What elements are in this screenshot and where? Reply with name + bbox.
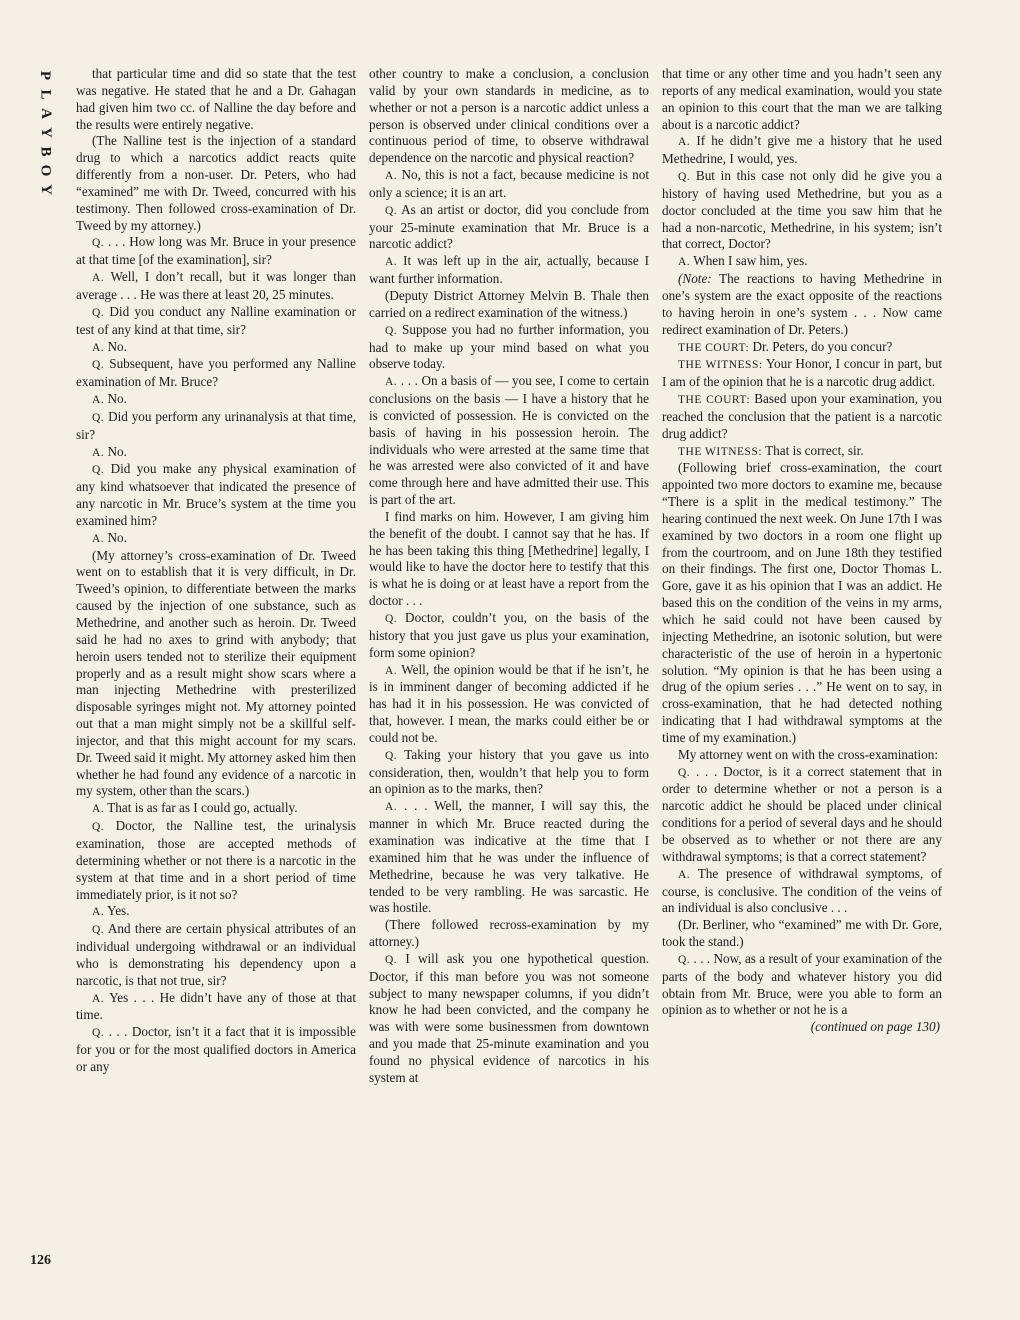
paragraph-text: I will ask you one hypothetical question. Doctor, if this man before you was not someone subject to many newspaper columns, if you didn’t know he had been convicted, and the company he was with were some businessmen from downtown and you made that 25-minute examination and you found no physical evidence of narcotics in his system at bbox=[369, 950, 650, 1085]
qa-paragraph bbox=[662, 866, 942, 918]
qa-paragraph bbox=[76, 339, 356, 357]
speaker-label: Q. bbox=[92, 821, 105, 834]
body-paragraph bbox=[76, 66, 356, 133]
speaker-label: Q. bbox=[385, 953, 398, 966]
paragraph-text: Yes. bbox=[107, 903, 130, 919]
speaker-label: A. bbox=[92, 992, 105, 1005]
qa-paragraph bbox=[76, 818, 356, 903]
paragraph-text: . . . Well, the manner, I will say this, the manner in which Mr. Bruce reacted during the examination was indicative at the time that I examined him that he was under the influence of Methedrine, because he was very talkative. He tended to be very rambling. He was sarcastic. He was hostile. bbox=[369, 798, 650, 916]
paragraph-text: Well, the opinion would be that if he isn’t, he is in imminent danger of becoming addicted if he has had it in his possession. He was convicted of that, however. I mean, the marks could either be or could not be. bbox=[369, 661, 649, 745]
paragraph-text: That is as far as I could go, actually. bbox=[107, 800, 298, 816]
qa-paragraph bbox=[369, 951, 649, 1087]
speaker-label: Q. bbox=[385, 749, 398, 762]
body-paragraph bbox=[369, 509, 649, 610]
continuation-note: (continued on page 130) bbox=[810, 1019, 940, 1035]
logo-letter: P bbox=[37, 70, 54, 81]
page-number: 126 bbox=[30, 1253, 51, 1268]
paragraph-text: . . . Doctor, isn’t it a fact that it is impossible for you or for the most qualified doctors in America or any bbox=[76, 1024, 356, 1074]
paragraph-text: Subsequent, have you performed any Nalline examination of Mr. Bruce? bbox=[76, 356, 356, 390]
paragraph-text: Suppose you had no further information, you had to make up your mind based on what you observe today. bbox=[369, 321, 649, 372]
paragraph-text: (There followed recross-examination by my attorney.) bbox=[369, 917, 649, 950]
speaker-label: A. bbox=[678, 256, 691, 269]
logo-letter: O bbox=[37, 164, 54, 177]
paragraph-text: that particular time and did so state that the test was negative. He stated that he and a Dr. Gahagan had given him two cc. of Nalline the day before and the results were entirely negative. bbox=[76, 66, 356, 132]
speaker-label: Q. bbox=[92, 411, 105, 424]
paragraph-text: . . . On a basis of — you see, I come to certain conclusions on the basis — I have a history that he is convicted of possession. He is convicted on the basis of having in his possession heroin. The individuals who were arrested at the same time that he was arrested were also convicted of it and have come through here and have admitted their use. This is part of the art. bbox=[369, 373, 650, 508]
qa-paragraph bbox=[76, 530, 356, 548]
paragraph-text: Dr. Peters, do you concur? bbox=[752, 338, 893, 354]
qa-paragraph bbox=[76, 903, 356, 921]
speaker-label: A. bbox=[385, 376, 398, 389]
paragraph-text: Doctor, the Nalline test, the urinalysis examination, those are accepted methods of determining whether or not there is a narcotic in the system at that time and in a short period of time immediately prior, is it not so? bbox=[76, 818, 356, 902]
speaker-label: A. bbox=[385, 170, 398, 183]
speaker-label: A. bbox=[678, 136, 691, 149]
paragraph-text: that time or any other time and you hadn’t seen any reports of any medical examination, would you state an opinion to this court that the man we are talking about is a narcotic addict? bbox=[662, 66, 942, 132]
speaker-label: Q. bbox=[92, 237, 105, 250]
logo-letter: Y bbox=[37, 184, 54, 195]
body-paragraph bbox=[369, 917, 649, 951]
paragraph-text: But in this case not only did he give you a history of having used Methedrine, but you as a doctor concluded at the time you saw him that he had a non-narcotic, Methedrine, in his system; isn’t that correct, Doctor? bbox=[662, 168, 942, 252]
speaker-label: A. bbox=[92, 272, 105, 285]
speaker-label: Q. bbox=[92, 306, 105, 319]
logo-letter: B bbox=[37, 146, 54, 157]
speaker-label: THE WITNESS: bbox=[678, 445, 763, 458]
speaker-label: Q. bbox=[92, 1027, 105, 1040]
paragraph-text: Based upon your examination, you reached the conclusion that the patient is a narcotic drug addict? bbox=[662, 391, 942, 441]
paragraph-text: No. bbox=[107, 443, 127, 459]
paragraph-text: That is correct, sir. bbox=[765, 442, 864, 458]
qa-paragraph bbox=[662, 951, 942, 1019]
paragraph-text: It was left up in the air, actually, because I want further information. bbox=[369, 253, 649, 287]
speaker-label: THE WITNESS: bbox=[678, 359, 763, 372]
paragraph-text: When I saw him, yes. bbox=[693, 253, 808, 269]
body-paragraph bbox=[662, 917, 942, 951]
qa-paragraph bbox=[662, 133, 942, 168]
paragraph-text: The reactions to having Methedrine in one’s system are the exact opposite of the reactions to having heroin in one’s system . . . Now came redirect examination of Dr. Peters.) bbox=[662, 271, 943, 337]
speaker-label: A. bbox=[92, 446, 105, 459]
speaker-label: THE COURT: bbox=[678, 341, 750, 354]
body-paragraph bbox=[662, 747, 942, 764]
paragraph-text: Your Honor, I concur in part, but I am of the opinion that he is a narcotic drug addict. bbox=[662, 356, 943, 390]
text-column-1 bbox=[76, 66, 356, 1076]
speaker-label: Q. bbox=[678, 171, 691, 184]
speaker-label: Q. bbox=[678, 766, 691, 779]
qa-paragraph bbox=[662, 339, 942, 357]
logo-letter: Y bbox=[37, 127, 54, 138]
paragraph-text: (Dr. Berliner, who “examined” me with Dr. Gore, took the stand.) bbox=[662, 917, 942, 950]
speaker-label: Q. bbox=[92, 359, 105, 372]
qa-paragraph bbox=[369, 610, 649, 662]
paragraph-text: (Following brief cross-examination, the court appointed two more doctors to examine me, because “There is a split in the medical testimony.” The hearing continued the next week. On June 17th I was examined by two doctors in a room one flight up from the courtroom, and on June 18th they testified on their findings. The first one, Doctor Thomas L. Gore, gave it as his opinion that I was an addict. He based this on the condition of the veins in my arms, which he said could not have been caused by injecting Methedrine, an isotonic solution, but were characteristic of the use of heroin in a hypertonic solution. “My opinion is that he has been using a drug of the opium series . . .” He went on to say, in cross-examination, that he had detected nothing indicating that I had withdrawal symptoms at the time of my examination.) bbox=[662, 460, 942, 745]
speaker-label: THE COURT: bbox=[678, 394, 751, 407]
body-paragraph bbox=[662, 271, 942, 338]
paragraph-text: Yes . . . He didn’t have any of those at that time. bbox=[76, 989, 356, 1023]
qa-paragraph bbox=[76, 990, 356, 1025]
qa-paragraph bbox=[662, 253, 942, 271]
paragraph-text: No, this is not a fact, because medicine is not only a science; it is an art. bbox=[369, 167, 649, 200]
paragraph-text: Doctor, couldn’t you, on the basis of the history that you just gave us plus your examination, form some opinion? bbox=[369, 610, 649, 660]
paragraph-text: Did you make any physical examination of any kind whatsoever that indicated the presence of any narcotic in Mr. Bruce’s system at the time you examined him? bbox=[76, 461, 357, 528]
text-column-2 bbox=[369, 66, 649, 1087]
paragraph-text: other country to make a conclusion, a conclusion valid by your own standards in medicine, as to whether or not a person is a narcotic addict unless a person is observed under clinical conditions over a continuous period of time, to observe withdrawal dependence on the narcotic and physical reaction? bbox=[369, 66, 649, 166]
speaker-label: A. bbox=[385, 801, 398, 814]
qa-paragraph bbox=[76, 269, 356, 304]
qa-paragraph bbox=[369, 798, 649, 917]
paragraph-text: . . . Now, as a result of your examination of the parts of the body and whatever history you did obtain from Mr. Bruce, were you able to form an opinion as to whether or not he is a bbox=[662, 950, 943, 1018]
body-paragraph bbox=[369, 288, 649, 322]
paragraph-text: Did you perform any urinanalysis at that time, sir? bbox=[76, 408, 356, 442]
speaker-label: A. bbox=[92, 906, 105, 919]
paragraph-text: If he didn’t give me a history that he used Methedrine, I would, yes. bbox=[662, 133, 942, 167]
qa-paragraph bbox=[369, 747, 649, 799]
body-paragraph bbox=[76, 548, 356, 801]
speaker-label: A. bbox=[678, 868, 691, 881]
qa-paragraph bbox=[369, 253, 649, 288]
playboy-logo bbox=[34, 66, 56, 199]
paragraph-text: (My attorney’s cross-examination of Dr. Tweed went on to establish that it is very difficult, in Dr. Tweed’s opinion, to differentiate between the marks caused by the injection of one substance, such as Methedrine, and another such as heroin. Dr. Tweed said he had no axes to grind with anybody; that heroin users tended not to sterilize their equipment properly and as a result might show scars where a man injecting Methedrine with presterilized disposable syringes might not. My attorney pointed out that a man might simply not be a skillful self-injector, and that this might account for my scars. Dr. Tweed said it might. My attorney asked him then whether he had found any evidence of a narcotic in my system, other than the scars.) bbox=[76, 547, 356, 799]
paragraph-text: No. bbox=[107, 529, 127, 545]
qa-paragraph bbox=[76, 461, 356, 529]
speaker-label: Q. bbox=[385, 204, 398, 217]
qa-paragraph bbox=[662, 356, 942, 391]
speaker-label: A. bbox=[92, 341, 105, 354]
speaker-label: (Note: bbox=[678, 271, 712, 287]
text-column-3 bbox=[662, 66, 942, 1036]
paragraph-text: No. bbox=[107, 391, 127, 407]
paragraph-text: (Deputy District Attorney Melvin B. Thale then carried on a redirect examination of the witness.) bbox=[369, 287, 649, 320]
logo-letter: A bbox=[37, 108, 54, 119]
body-paragraph bbox=[662, 460, 942, 746]
qa-paragraph bbox=[76, 356, 356, 391]
speaker-label: Q. bbox=[385, 613, 398, 625]
qa-paragraph bbox=[369, 167, 649, 202]
qa-paragraph bbox=[662, 764, 942, 866]
qa-paragraph bbox=[662, 443, 942, 461]
qa-paragraph bbox=[76, 921, 356, 989]
speaker-label: Q. bbox=[92, 464, 105, 477]
qa-paragraph bbox=[76, 234, 356, 269]
qa-paragraph bbox=[76, 391, 356, 409]
qa-paragraph bbox=[369, 202, 649, 254]
paragraph-text: And there are certain physical attributes of an individual undergoing withdrawal or an individual who is demonstrating his dependency upon a narcotic, is that not true, sir? bbox=[76, 921, 356, 988]
qa-paragraph bbox=[76, 304, 356, 339]
paragraph-text: (The Nalline test is the injection of a standard drug to which a narcotics addict reacts quite differently from a non-user. Dr. Peters, who had “examined” me with Dr. Tweed, concurred with his testimony. Then followed cross-examination of Dr. Tweed by my attorney.) bbox=[76, 133, 356, 233]
paragraph-text: As an artist or doctor, did you conclude from your 25-minute examination that Mr. Bruce is a narcotic addict? bbox=[369, 201, 650, 252]
qa-paragraph bbox=[369, 322, 649, 374]
body-paragraph bbox=[76, 133, 356, 234]
paragraph-text: Did you conduct any Nalline examination or test of any kind at that time, sir? bbox=[76, 303, 356, 337]
paragraph-text: . . . Doctor, is it a correct statement that in order to determine whether or not a person is a narcotic addict he should be placed under clinical conditions for a period of several days and he should be observed as to whether or not there are any withdrawal symptoms; is that a correct statement? bbox=[662, 763, 942, 864]
qa-paragraph bbox=[662, 168, 942, 253]
qa-paragraph bbox=[369, 373, 649, 509]
qa-paragraph bbox=[76, 409, 356, 444]
speaker-label: A. bbox=[92, 394, 105, 407]
logo-letter: L bbox=[37, 89, 54, 100]
speaker-label: A. bbox=[92, 532, 105, 545]
paragraph-text: My attorney went on with the cross-examination: bbox=[678, 746, 939, 762]
paragraph-text: Well, I don’t recall, but it was longer than average . . . He was there at least 20, 25 minutes. bbox=[76, 269, 356, 302]
qa-paragraph bbox=[76, 444, 356, 462]
speaker-label: A. bbox=[92, 803, 105, 816]
speaker-label: A. bbox=[385, 664, 398, 677]
paragraph-text: The presence of withdrawal symptoms, of course, is conclusive. The condition of the veins of an individual is also conclusive . . . bbox=[662, 865, 942, 916]
qa-paragraph bbox=[76, 800, 356, 818]
body-paragraph bbox=[369, 66, 649, 167]
paragraph-text: I find marks on him. However, I am giving him the benefit of the doubt. I cannot say that he has. If he has been taking this thing [Methedrine] legally, I would like to have the doctor here to testify that this is what he is doing or at least have a report from the doctor . . . bbox=[369, 508, 649, 609]
body-paragraph bbox=[662, 66, 942, 133]
speaker-label: Q. bbox=[92, 924, 105, 937]
speaker-label: Q. bbox=[385, 324, 398, 337]
speaker-label: A. bbox=[385, 256, 398, 269]
qa-paragraph bbox=[76, 1024, 356, 1076]
qa-paragraph bbox=[662, 391, 942, 443]
paragraph-text: Taking your history that you gave us into consideration, then, wouldn’t that help you to form an opinion as to the marks, then? bbox=[369, 746, 649, 797]
paragraph-text: No. bbox=[107, 338, 127, 354]
qa-paragraph bbox=[369, 662, 649, 747]
paragraph-text: . . . How long was Mr. Bruce in your presence at that time [of the examination], sir? bbox=[76, 234, 356, 268]
speaker-label: Q. bbox=[678, 953, 691, 966]
